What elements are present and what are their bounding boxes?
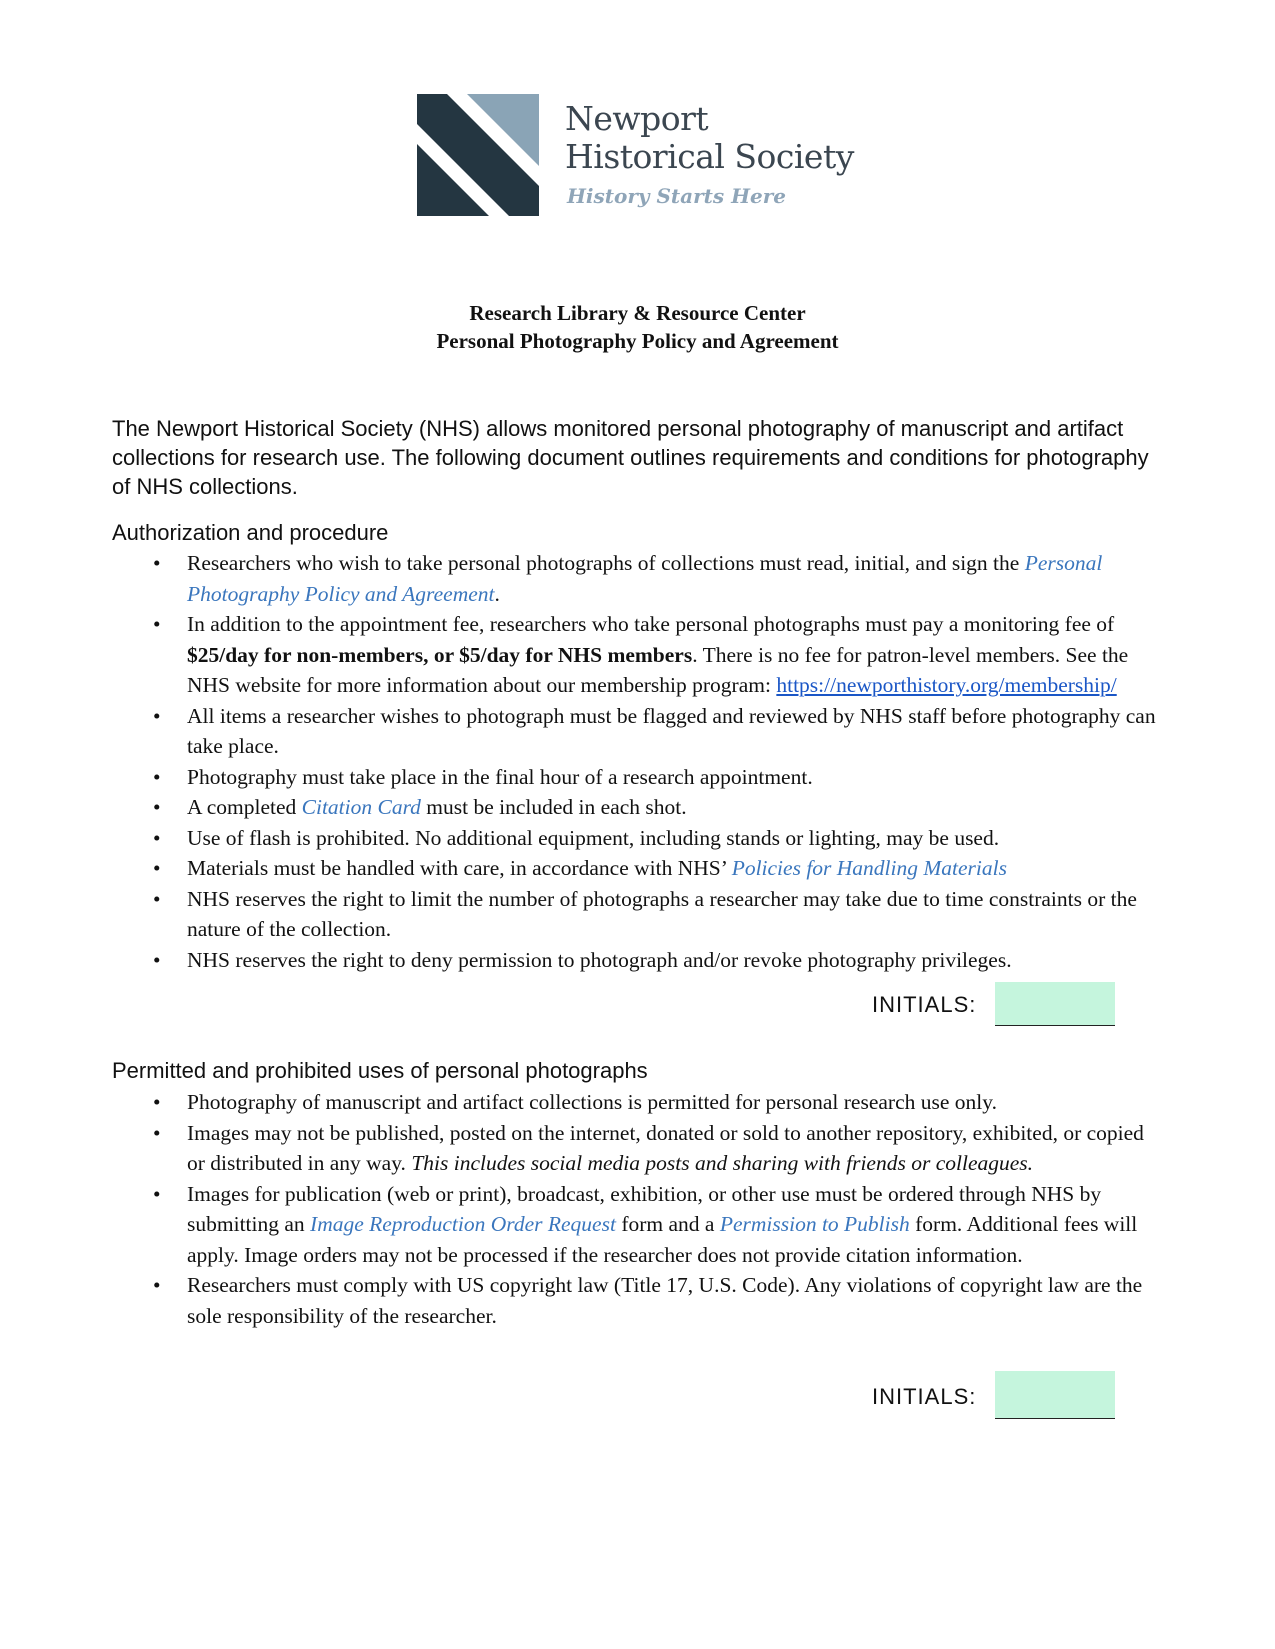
permission-to-publish-link[interactable]: Permission to Publish [719,1212,910,1236]
initials-field-1[interactable] [995,982,1115,1026]
image-order-request-link[interactable]: Image Reproduction Order Request [310,1212,616,1236]
logo-mark-icon [417,94,539,216]
list-item: • Photography of manuscript and artifact collections is permitted for personal research use only. [187,1087,1157,1118]
title-line2: Personal Photography Policy and Agreement [436,329,839,353]
membership-url-link[interactable]: https://newporthistory.org/membership/ [776,673,1117,697]
document-title [0,299,1275,355]
list-item: • In addition to the appointment fee, researchers who take personal photographs must pay a monitoring fee of $25/day for non-members, or $5/day for NHS members. There is no fee for patron-level members. See the NHS website for more information about our membership program: https://newporthistory.org/membership/ [187,609,1157,701]
list-item: • A completed Citation Card must be included in each shot. [187,792,1157,823]
list-item: • Images for publication (web or print), broadcast, exhibition, or other use must be ordered through NHS by submitting an Image Reproduction Order Request form and a Permission to Publish form. Additional fees will apply. Image orders may not be processed if the researcher does not provide citation information. [187,1179,1157,1271]
section-heading-uses: Permitted and prohibited uses of personal photographs [112,1058,648,1083]
policy-agreement-link[interactable]: Personal Photography Policy and Agreement [187,551,1103,606]
logo-tagline: History Starts Here [567,184,786,208]
list-item: • Use of flash is prohibited. No additional equipment, including stands or lighting, may be used. [187,823,1157,854]
uses-list [187,1087,1157,1331]
initials-label-1: INITIALS: [872,992,977,1017]
list-item: • Photography must take place in the final hour of a research appointment. [187,762,1157,793]
list-item: • Images may not be published, posted on the internet, donated or sold to another repository, exhibited, or copied or distributed in any way. This includes social media posts and sharing with friends or colleagues. [187,1118,1157,1179]
section-heading-authorization: Authorization and procedure [112,520,389,545]
list-item: • Researchers must comply with US copyright law (Title 17, U.S. Code). Any violations of copyright law are the sole responsibility of the researcher. [187,1270,1157,1331]
logo-name [565,100,854,176]
handling-materials-link[interactable]: Policies for Handling Materials [731,856,1007,880]
intro-paragraph: The Newport Historical Society (NHS) allows monitored personal photography of manuscript and artifact collections for research use. The following document outlines requirements and conditions for photography of NHS collections. [112,416,1149,499]
list-item: • All items a researcher wishes to photograph must be flagged and reviewed by NHS staff before photography can take place. [187,701,1157,762]
title-line1: Research Library & Resource Center [469,301,806,325]
nhs-logo [417,94,857,224]
authorization-list [187,548,1157,975]
list-item: • NHS reserves the right to limit the number of photographs a researcher may take due to time constraints or the nature of the collection. [187,884,1157,945]
citation-card-link[interactable]: Citation Card [301,795,421,819]
initials-field-2[interactable] [995,1371,1115,1419]
logo-name-line2: Historical Society [565,137,854,176]
list-item: • Materials must be handled with care, in accordance with NHS’ Policies for Handling Materials [187,853,1157,884]
list-item: • Researchers who wish to take personal photographs of collections must read, initial, and sign the Personal Photography Policy and Agreement. [187,548,1157,609]
initials-label-2: INITIALS: [872,1384,977,1409]
logo-name-line1: Newport [565,99,709,138]
list-item: • NHS reserves the right to deny permission to photograph and/or revoke photography privileges. [187,945,1157,976]
